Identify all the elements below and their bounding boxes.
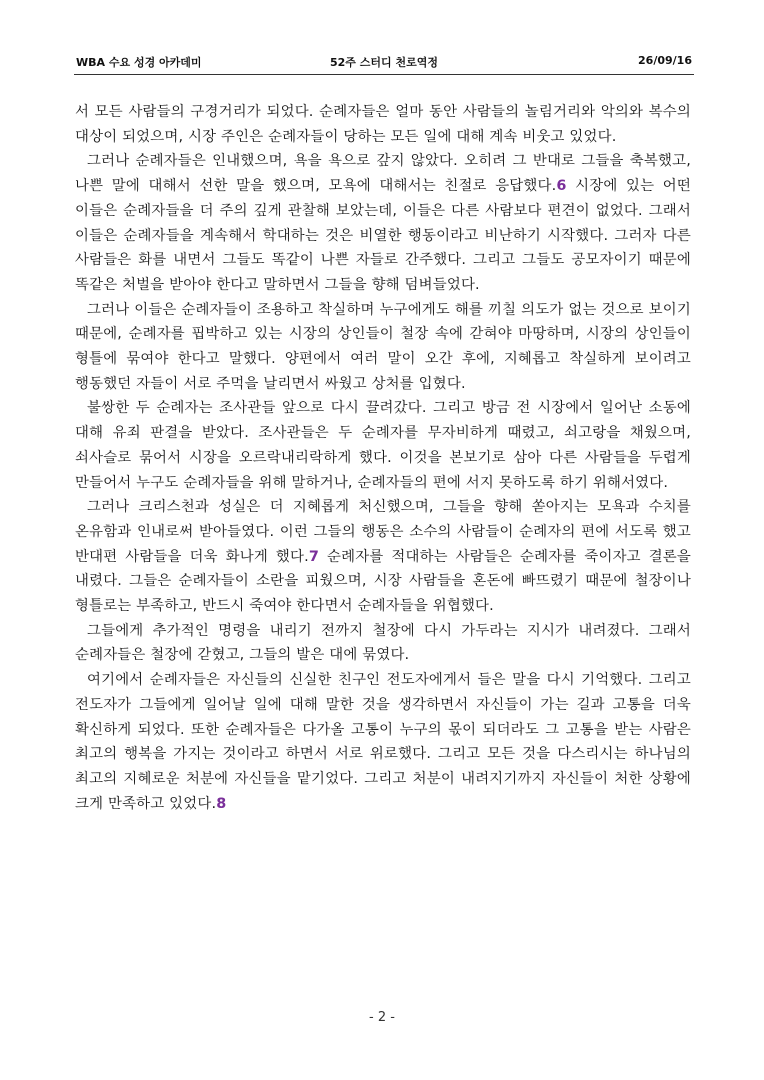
paragraph-4: 불쌍한 두 순례자는 조사관들 앞으로 다시 끌려갔다. 그리고 방금 전 시장에서 일어난 소동에 대해 유죄 판결을 받았다. 조사관들은 두 순례자를 무자비하게 때렸고, 쇠고랑을 채웠으며, 쇠사슬로 묶어서 시장을 오르락내리락하게 했다. 이것을 본보기로 삼아 다른 사람들을 두렵게 만들어서 누구도 순례자들을 위해 말하거나, 순례자들의 편에 서지 못하도록 하기 위해서였다. (75, 400, 691, 491)
paragraph-2: 그러나 순례자들은 인내했으며, 욕을 욕으로 갚지 않았다. 오히려 그 반대로 그들을 축복했고, 나쁜 말에 대해서 선한 말을 했으며, 모욕에 대해서는 친절로 응답했다.6 시장에 있는 어떤 이들은 순례자들을 더 주의 깊게 관찰해 보았는데, 이들은 다른 사람보다 편견이 없었다. 그래서 이들은 순례자들을 계속해서 학대하는 것은 비열한 행동이라고 비난하기 시작했다. 그러자 다른 사람들은 화를 내면서 그들도 똑같이 나쁜 자들로 간주했다. 그리고 그들도 공모자이기 때문에 똑같은 처벌을 받아야 한다고 말하면서 그들을 향해 덤벼들었다. (75, 153, 691, 293)
footnote-marker-6[interactable]: 6 (556, 178, 567, 195)
header-date: 26/09/16 (638, 54, 692, 67)
paragraph-3: 그러나 이들은 순례자들이 조용하고 착실하며 누구에게도 해를 끼칠 의도가 없는 것으로 보이기 때문에, 순례자를 핍박하고 있는 시장의 상인들이 철장 속에 갇혀야 마땅하며, 시장의 상인들이 형틀에 묶여야 한다고 말했다. 양편에서 여러 말이 오간 후에, 지혜롭고 착실하게 보이려고 행동했던 자들이 서로 주먹을 날리면서 싸웠고 상처를 입혔다. (75, 301, 691, 392)
paragraph-1: 서 모든 사람들의 구경거리가 되었다. 순례자들은 얼마 동안 사람들의 놀림거리와 악의와 복수의 대상이 되었으며, 시장 주인은 순례자들이 당하는 모든 일에 대해 계속 비웃고 있었다. (75, 104, 691, 145)
page-number: - 2 - (369, 1010, 395, 1025)
paragraph-6: 그들에게 추가적인 명령을 내리기 전까지 철장에 다시 가두라는 지시가 내려졌다. 그래서 순례자들은 철장에 갇혔고, 그들의 발은 대에 묶였다. (75, 622, 691, 664)
document-body (75, 100, 691, 816)
paragraph-5: 그러나 크리스천과 성실은 더 지혜롭게 처신했으며, 그들을 향해 쏟아지는 모욕과 수치를 온유함과 인내로써 받아들였다. 이런 그들의 행동은 소수의 사람들이 순례자의 편에 서도록 했고 반대편 사람들을 더욱 화나게 했다.7 순례자를 적대하는 사람들은 순례자를 죽이자고 결론을 내렸다. 그들은 순례자들이 소란을 피웠으며, 시장 사람들을 혼돈에 빠뜨렸기 때문에 철장이나 형틀로는 부족하고, 반드시 죽여야 한다면서 순례자들을 위협했다. (75, 499, 692, 615)
paragraph-7: 여기에서 순례자들은 자신들의 신실한 친구인 전도자에게서 들은 말을 다시 기억했다. 그리고 전도자가 그들에게 일어날 일에 대해 말한 것을 생각하면서 자신들이 가는 길과 고통을 더욱 확신하게 되었다. 또한 순례자들은 다가올 고통이 누구의 몫이 되더라도 그 고통을 받는 사람은 최고의 행복을 가지는 것이라고 하면서 서로 위로했다. 그리고 모든 것을 다스리시는 하나님의 최고의 지혜로운 처분에 자신들을 맡기었다. 그리고 처분이 내려지기까지 자신들이 처한 상황에 크게 만족하고 있었다.8 (75, 672, 691, 812)
header-academy-title: WBA 수요 성경 아카데미 (76, 56, 202, 69)
footnote-marker-7[interactable]: 7 (308, 548, 320, 565)
header-study-title: 52주 스터디 천로역정 (330, 56, 438, 69)
header-rule (74, 74, 694, 75)
footnote-marker-8[interactable]: 8 (216, 795, 227, 812)
page-header (76, 52, 692, 74)
